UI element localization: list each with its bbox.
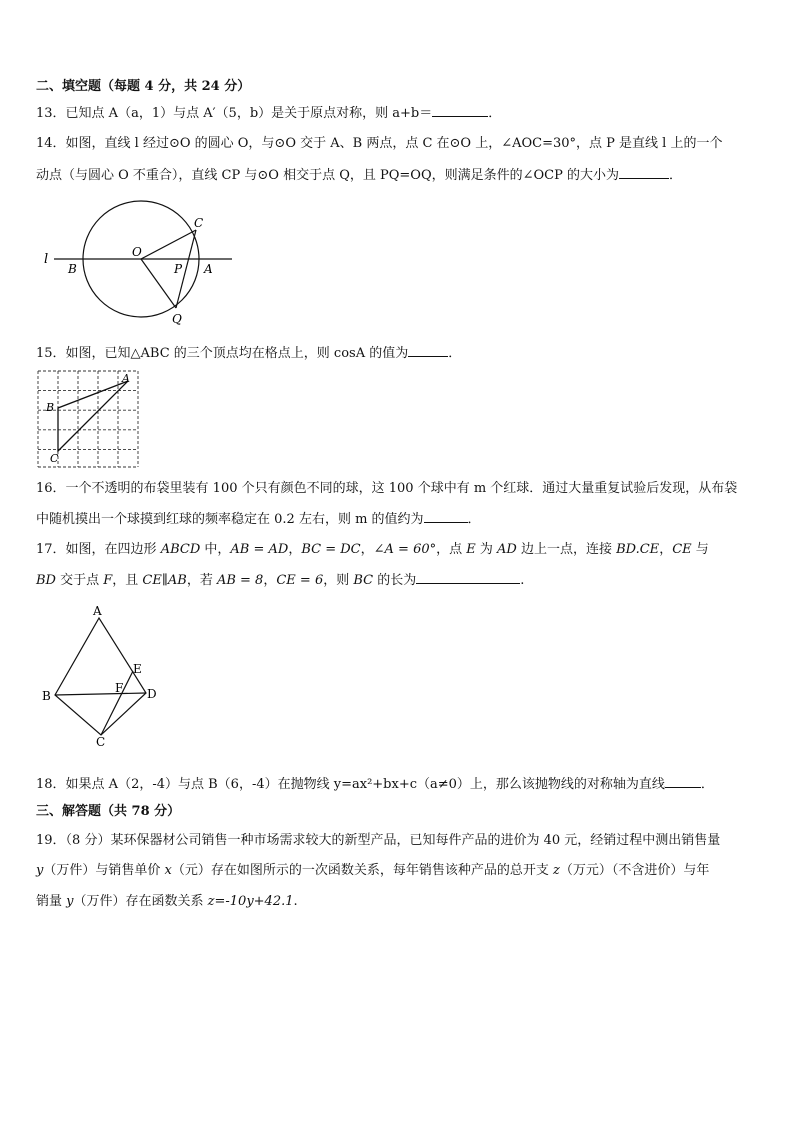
q17-text: 交于点 [55,573,104,588]
q17-math: BC = DC [301,542,361,557]
q19-text: （万元）（不含进价）与年 [559,863,710,878]
segment-oc [141,230,196,259]
q17-end: . [520,573,525,588]
q17-math: AD [497,542,517,557]
label-a: A [93,604,102,618]
triangle-abc [58,381,128,451]
question-14-line1: 14．如图，直线 l 经过⊙O 的圆心 O，与⊙O 交于 A、B 两点，点 C 在⊙O 上，∠AOC=30°，点 P 是直线 l 上的一个 [36,136,723,151]
question-16-line1: 16．一个不透明的布袋里装有 100 个只有颜色不同的球，这 100 个球中有 m 个红球．通过大量重复试验后发现，从布袋 [36,481,738,496]
q17-text: 边上一点，连接 [516,542,617,557]
q17-text: ， [659,542,673,557]
q17-math: BC [353,573,374,588]
q19-text: （万件）存在函数关系 [73,894,208,909]
segment-oq [141,259,176,308]
q17-text: 与 [691,542,709,557]
q17-quadrilateral-figure [36,603,166,748]
q15-end: ． [448,346,462,361]
q19-text: （元）存在如图所示的一次函数关系，每年销售该种产品的总开支 [171,863,553,878]
label-c: C [50,452,59,465]
q15-text: 15．如图，已知△ABC 的三个顶点均在格点上，则 cosA 的值为 [36,346,409,361]
q14-end: ． [668,168,682,183]
label-c: C [194,216,204,230]
q17-text: ， [360,542,374,557]
label-l: l [44,252,49,267]
q15-answer-blank[interactable] [408,344,448,357]
q19-math: x [164,863,172,878]
segment-bd [55,693,146,695]
q17-answer-blank[interactable] [416,571,520,584]
q18-answer-blank[interactable] [665,775,701,788]
question-14-line2 [36,166,682,185]
q17-math: ∠A = 60° [373,542,437,557]
question-17-line1 [36,541,709,559]
question-19-line3 [36,893,298,911]
question-18 [36,775,714,794]
label-a: A [204,262,213,276]
question-15 [36,344,461,363]
q14-line2-text: 动点（与圆心 O 不重合），直线 CP 与⊙O 相交于点 Q，且 PQ=OQ，则满足条件的∠OCP 的大小为 [36,168,619,183]
label-b: B [68,262,77,276]
q16-end: ． [467,512,481,527]
q17-math: ABCD [160,542,201,557]
q17-text: ，且 [112,573,143,588]
label-o: O [132,245,142,259]
q19-text: 销量 [36,894,67,909]
q19-math: y [66,894,74,909]
question-13 [36,104,501,123]
q13-end: ． [488,106,502,121]
question-19-line2 [36,862,709,880]
q17-math: E [466,542,476,557]
q17-text: 中， [200,542,231,557]
label-a: A [122,372,130,385]
q17-math: CE∥AB [142,573,187,588]
q16-line2-text: 中随机摸出一个球摸到红球的频率稳定在 0.2 左右，则 m 的值约为 [36,512,424,527]
q17-math: BD [36,573,56,588]
q14-answer-blank[interactable] [619,166,669,179]
q17-math: BD.CE [616,542,660,557]
q19-text: （万件）与销售单价 [43,863,165,878]
q17-text: ， [263,573,277,588]
q17-math: AB = AD [230,542,289,557]
q17-text: 为 [475,542,498,557]
label-d: D [147,687,157,701]
q16-answer-blank[interactable] [424,510,468,523]
q17-text: ，点 [436,542,467,557]
label-c: C [96,735,106,749]
question-19-line1: 19．（8 分）某环保器材公司销售一种市场需求较大的新型产品，已知每件产品的进价为 40 元，经销过程中测出销售量 [36,833,721,848]
label-e: E [133,662,142,676]
section-2-heading: 二、填空题（每题 4 分，共 24 分） [36,79,251,94]
label-b: B [46,401,55,414]
question-17-line2 [36,571,524,590]
q17-text: ，则 [323,573,354,588]
q17-text: ， [288,542,302,557]
q17-math: F [103,573,113,588]
q17-text: 17．如图，在四边形 [36,542,161,557]
q17-text: 的长为 [373,573,417,588]
section-3-heading: 三、解答题（共 78 分） [36,804,181,819]
q19-math: z [552,863,560,878]
q19-math: y [36,863,44,878]
q17-math: AB = 8 [216,573,264,588]
q18-text: 18．如果点 A（2，-4）与点 B（6，-4）在抛物线 y=ax²+bx+c（a≠0）上，那么该抛物线的对称轴为直线 [36,777,665,792]
q19-math: z=-10y+42.1 [207,894,294,909]
label-p: P [174,262,183,276]
q17-math: CE [672,542,692,557]
q18-end: ． [700,777,714,792]
q14-circle-figure [36,205,256,330]
q17-text: ，若 [186,573,217,588]
q17-math: CE = 6 [276,573,324,588]
quadrilateral-abcd [55,618,146,735]
q13-text: 13．已知点 A（a，1）与点 A′（5，b）是关于原点对称，则 a+b＝ [36,106,433,121]
q13-answer-blank[interactable] [432,104,488,117]
q15-grid-figure [36,369,140,469]
q19-text: . [293,894,298,909]
label-b: B [42,689,51,703]
question-16-line2 [36,510,481,529]
label-q: Q [172,312,182,326]
label-f: F [115,681,124,695]
